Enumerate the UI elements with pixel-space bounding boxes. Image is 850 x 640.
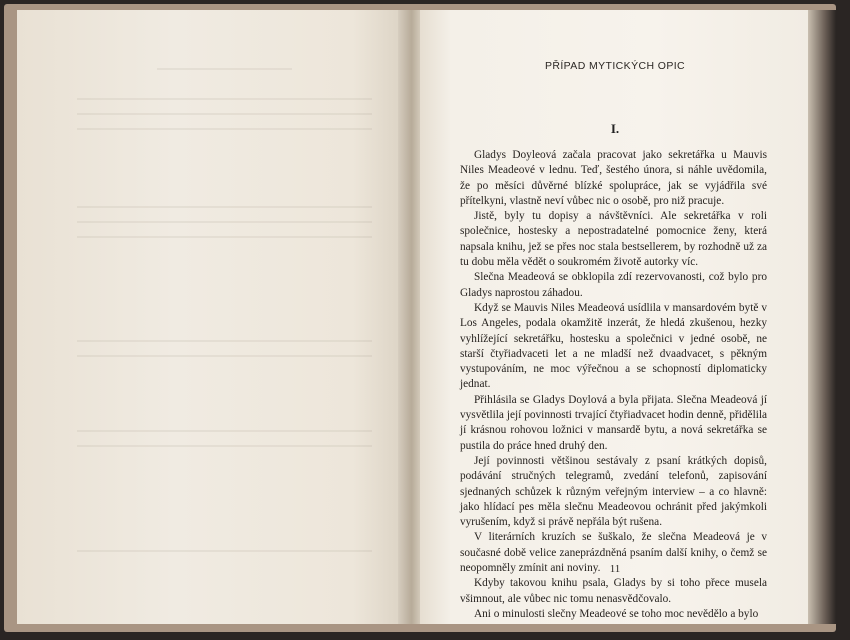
paragraph: V literárních kruzích se šuškalo, že slečna Meadeová je v současné době velice zaneprázdněná psaním další knihy, o čemž se neopomněly zmínit ani noviny.	[460, 531, 767, 575]
body-text	[460, 148, 767, 622]
page-number: 11	[609, 563, 621, 575]
paragraph: Ani o minulosti slečny Meadeové se toho moc nevědělo a bylo	[474, 607, 759, 620]
paragraph: Přihlásila se Gladys Doylová a byla přijata. Slečna Meadeová jí vysvětlila její povinnosti trvající čtyřiadvacet hodin denně, přidělila jí krásnou rohovou ložnici v mansardě bytu, a nová sekretářka se pustila do práce hned druhý den.	[460, 393, 767, 452]
chapter-number: I.	[610, 121, 620, 136]
page-edge-shadow	[808, 10, 836, 624]
paragraph: Jistě, byly tu dopisy a návštěvníci. Ale sekretářka v roli společnice, hostesky a nepostradatelné pomocnice ženy, která napsala knihu, jež se přes noc stala bestsellerem, by rozhodně už za tu dobu měla vědět o soukromém životě autorky víc.	[460, 210, 767, 269]
paragraph: Když se Mauvis Niles Meadeová usídlila v mansardovém bytě v Los Angeles, podala okamžitě inzerát, že hledá zkušenou, hezky vyhlížející sekretářku, hostesku a společnici v jedné osobě, ne starší čtyřiadvaceti let a ne mladší než dvaadvacet, s pěkným vystupováním, ne moc výřečnou a se schopností diplomaticky jednat.	[460, 301, 767, 391]
left-page-verso	[17, 10, 412, 624]
paragraph: Gladys Doyleová začala pracovat jako sekretářka u Mauvis Niles Meadeové v lednu. Teď, šestého února, si náhle uvědomila, že po měsíci důvěrné blízké spolupráce, jak se vyjádřila své přítelkyni, vlastně neví vůbec nic o osobě, pro niž pracuje.	[460, 149, 767, 207]
paragraph: Kdyby takovou knihu psala, Gladys by si toho přece musela všimnout, ale vůbec nic tomu nenasvědčovalo.	[460, 577, 767, 605]
paragraph: Slečna Meadeová se obklopila zdí rezervovanosti, což bylo pro Gladys naprostou záhadou.	[460, 271, 767, 299]
running-head: PŘÍPAD MYTICKÝCH OPIC	[544, 60, 686, 72]
paragraph: Její povinnosti většinou sestávaly z psaní krátkých dopisů, podávání stručných telegramů, zvedání telefonů, zapisování sjednaných schůzek k různým veřejným interview – a co hlavně: jako hlídací pes měla slečnu Meadeovou ochránit před jakýmkoli vyrušením, když si právě nepřála být rušena.	[460, 454, 767, 529]
